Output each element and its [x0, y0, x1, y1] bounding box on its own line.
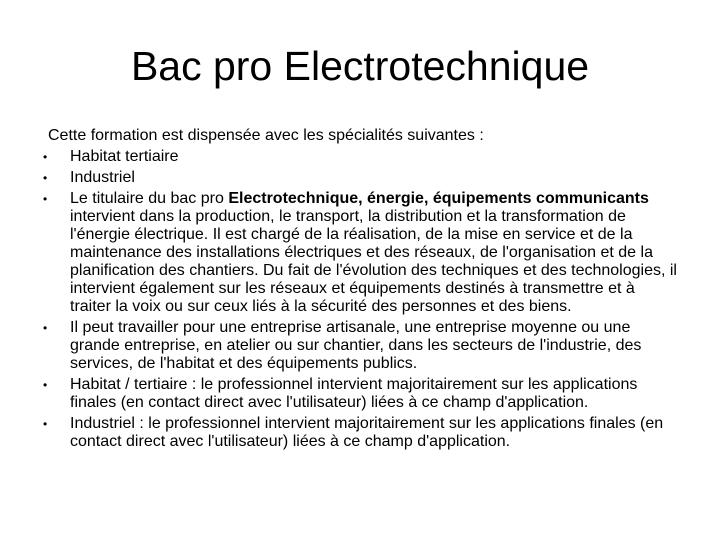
bullet-list	[40, 148, 680, 454]
bullet-icon: •	[43, 192, 48, 206]
bullet-icon: •	[43, 378, 48, 392]
list-item-text: Industriel	[70, 169, 135, 186]
list-item	[40, 148, 680, 166]
diploma-name-bold: Electrotechnique, énergie, équipements communicants	[228, 190, 649, 207]
bullet-icon: •	[43, 321, 48, 335]
list-item	[40, 190, 680, 316]
bullet-icon: •	[43, 171, 48, 185]
list-item-text: Habitat / tertiaire : le professionnel intervient majoritairement sur les applications finales (en contact direct avec l'utilisateur) liées à ce champ d'application.	[70, 376, 638, 411]
bullet-icon: •	[43, 417, 48, 431]
list-item	[40, 169, 680, 187]
list-item-text: Industriel : le professionnel intervient majoritairement sur les applications finales (en contact direct avec l'utilisateur) liées à ce champ d'application.	[70, 415, 664, 450]
list-item-text	[70, 190, 680, 316]
list-item-text-after: intervient dans la production, le transport, la distribution et la transformation de l'énergie électrique. Il est chargé de la réalisation, de la mise en service et de la maintenance des installations électriques et des réseaux, de l'organisation et de la planification des chantiers. Du fait de l'évolution des techniques et des technologies, il intervient également sur les réseaux et équipements destinés à transmettre et à traiter la voix ou sur ceux liés à la sécurité des personnes et des biens.	[70, 208, 677, 315]
list-item-text-before: Le titulaire du bac pro	[70, 190, 229, 207]
list-item	[40, 319, 680, 373]
intro-text: Cette formation est dispensée avec les spécialités suivantes :	[48, 127, 484, 144]
bullet-icon: •	[43, 150, 48, 164]
list-item	[40, 415, 680, 451]
list-item-text: Habitat tertiaire	[70, 148, 179, 165]
slide-title: Bac pro Electrotechnique	[130, 43, 590, 89]
list-item	[40, 376, 680, 412]
list-item-text: Il peut travailler pour une entreprise artisanale, une entreprise moyenne ou une grande entreprise, en atelier ou sur chantier, dans les secteurs de l'industrie, des services, de l'habitat et des équipements publics.	[70, 319, 642, 372]
